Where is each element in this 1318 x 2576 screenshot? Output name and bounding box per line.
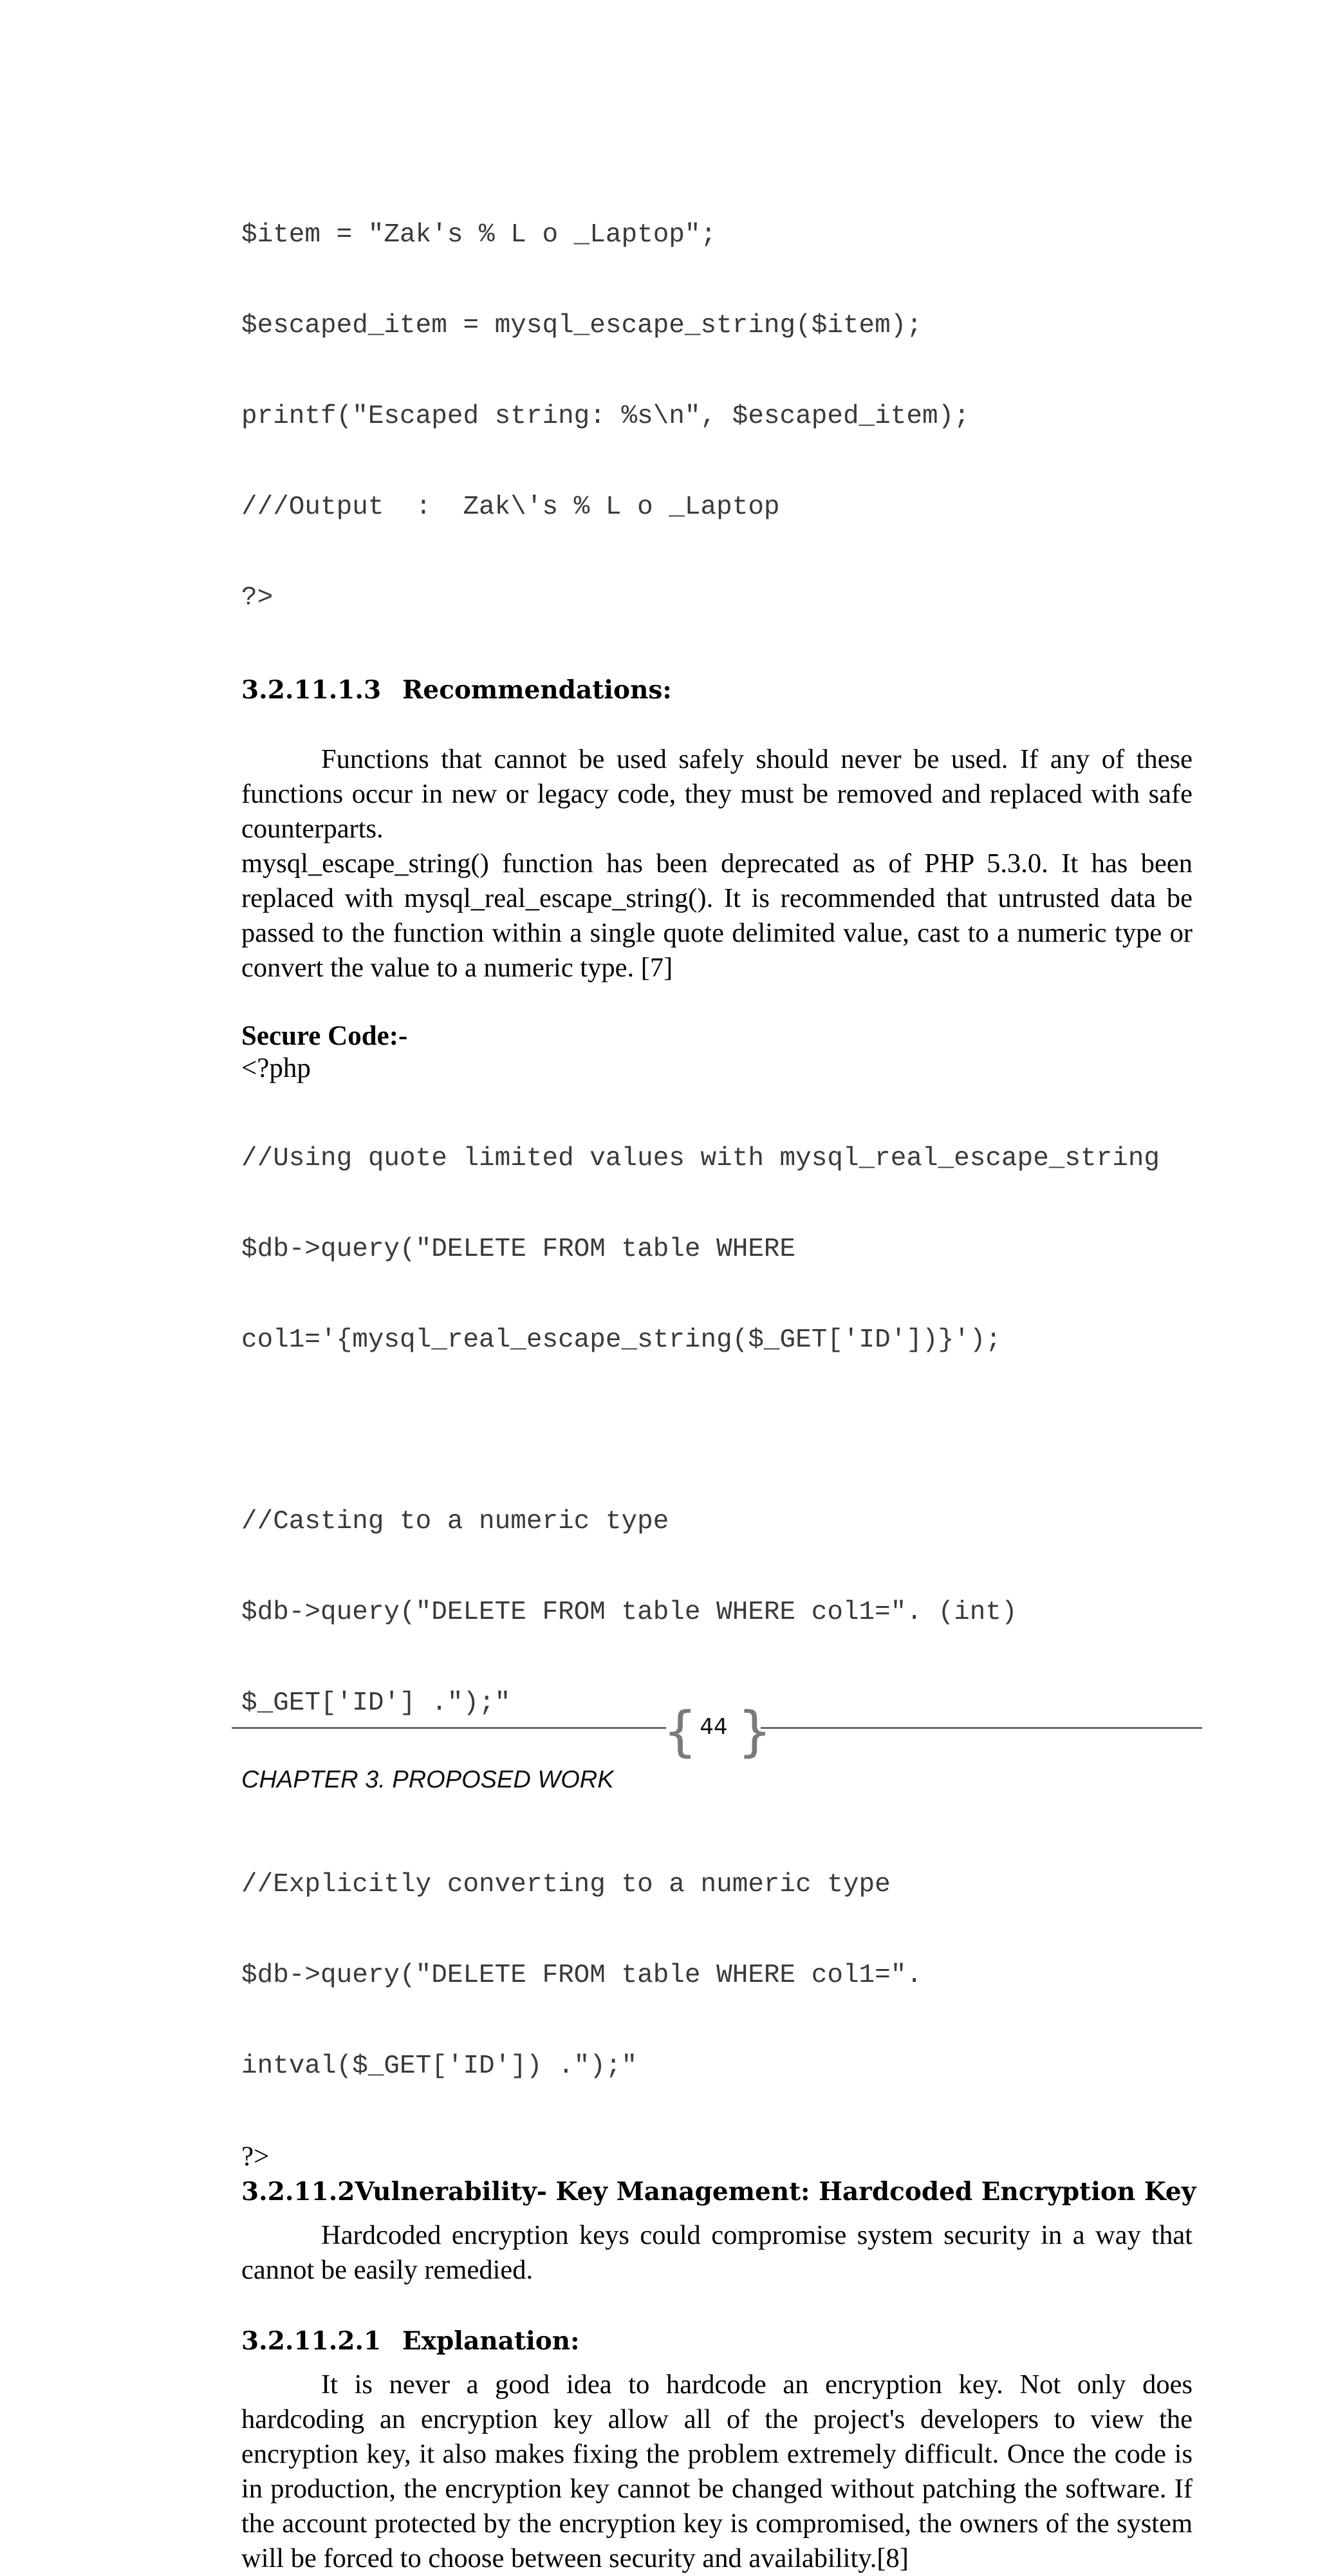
document-page — [241, 160, 1196, 2576]
footer-rule-right — [761, 1727, 1202, 1729]
section-title: Recommendations: — [402, 675, 672, 705]
code-line: //Casting to a numeric type — [241, 1507, 669, 1536]
vulnerability-paragraph: Hardcoded encryption keys could compromise system security in a way that cannot be easily remedied. — [241, 2220, 1193, 2285]
chapter-label: CHAPTER 3. PROPOSED WORK — [241, 1766, 614, 1793]
code-line: $item = "Zak's % L o _Laptop"; — [241, 220, 717, 250]
code-line: $db->query("DELETE FROM table WHERE col1=". — [241, 1961, 922, 1990]
code-line: $db->query("DELETE FROM table WHERE — [241, 1235, 796, 1264]
section-heading-explanation — [241, 2324, 1193, 2358]
code-line: ///Output : Zak\'s % L o _Laptop — [241, 492, 780, 522]
code-block-quote-limited — [241, 1083, 1193, 2142]
explanation-paragraph: It is never a good idea to hardcode an encryption key. Not only does hardcoding an encryption key allow all of the project's developers to view the encryption key, it also makes fixing the problem extremely difficult. Once the code is in production, the encryption key cannot be changed without patching the software. If the account protected by the encryption key is compromised, the owners of the system will be forced to choose between security and availability.[8] — [241, 2369, 1193, 2573]
code-block-escape-example — [241, 160, 1193, 674]
code-line: //Using quote limited values with mysql_real_escape_string — [241, 1144, 1160, 1173]
code-line: $_GET['ID'] .");" — [241, 1688, 511, 1718]
section-number: 3.2.11.2 — [241, 2177, 355, 2207]
php-close-tag: ?> — [241, 2142, 270, 2172]
recommendations-paragraph-1: Functions that cannot be used safely should never be used. If any of these functions occur in new or legacy code, they must be removed and replaced with safe counterparts. — [241, 744, 1193, 844]
page-number: 44 — [700, 1714, 728, 1740]
code-line: $db->query("DELETE FROM table WHERE col1=". (int) — [241, 1598, 1017, 1627]
code-line: //Explicitly converting to a numeric type — [241, 1870, 891, 1899]
recommendations-paragraph-2: mysql_escape_string() function has been deprecated as of PHP 5.3.0. It has been replaced with mysql_real_escape_string(). It is recommended that untrusted data be passed to the function within a single quote delimited value, cast to a numeric type or convert the value to a numeric type. [7] — [241, 848, 1193, 983]
section-title: Explanation: — [402, 2326, 580, 2356]
php-open-tag: <?php — [241, 1053, 311, 1083]
footer-rule-left — [232, 1727, 666, 1729]
section-number: 3.2.11.1.3 — [241, 675, 382, 705]
code-line: $escaped_item = mysql_escape_string($item); — [241, 311, 922, 341]
code-line: ?> — [241, 583, 274, 613]
code-line: intval($_GET['ID']) .");" — [241, 2051, 638, 2081]
code-line: col1='{mysql_real_escape_string($_GET['ID'])}'); — [241, 1325, 1001, 1355]
section-title: Vulnerability- Key Management: Hardcoded Encryption Key — [355, 2177, 1196, 2207]
secure-code-label: Secure Code:- — [241, 1021, 408, 1051]
footer-bracket-right: } — [738, 1700, 772, 1763]
section-number: 3.2.11.2.1 — [241, 2326, 382, 2356]
section-heading-vulnerability — [241, 2174, 1196, 2209]
section-heading-recommendations — [241, 673, 1193, 707]
footer-bracket-left: { — [663, 1700, 698, 1763]
code-line: printf("Escaped string: %s\n", $escaped_item); — [241, 402, 970, 431]
